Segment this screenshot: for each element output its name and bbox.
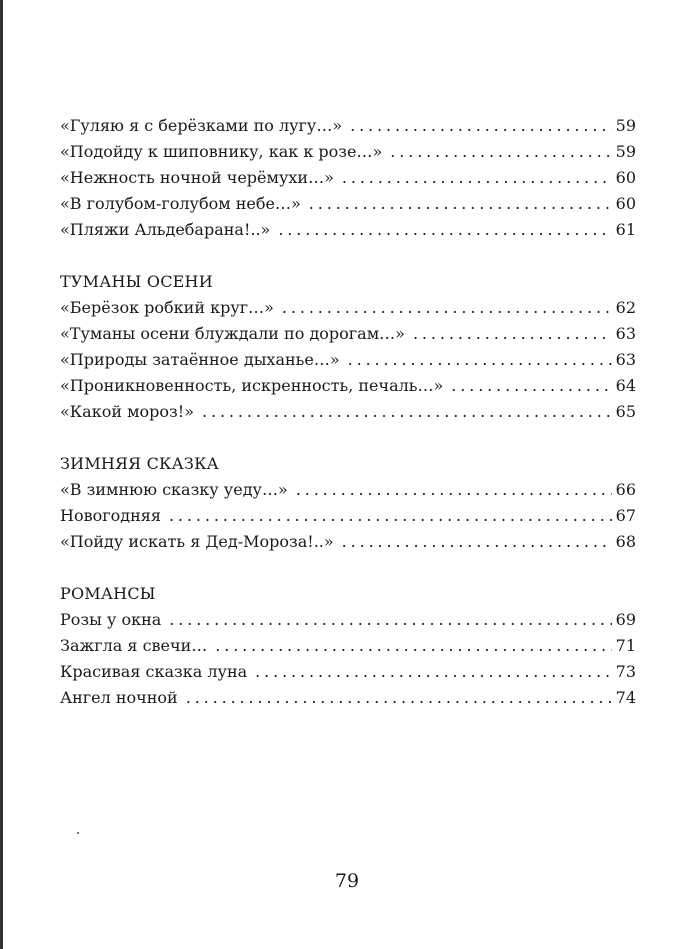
dot-leader [309,191,612,217]
toc-entry-title: Ангел ночной [60,688,178,707]
toc-entry-page: 67 [615,506,636,525]
toc-entry-title: «Пляжи Альдебарана!..» [60,220,271,239]
dot-leader [278,217,611,243]
toc-entry [60,139,636,165]
toc-entry [60,217,636,243]
toc-entry [60,659,636,685]
dot-leader [186,685,612,711]
toc-entry [60,191,636,217]
toc-entry [60,477,636,503]
toc-entry-title: Зажгла я свечи… [60,636,208,655]
dot-leader [255,659,611,685]
dot-leader [342,529,612,555]
toc-entry-title: Красивая сказка луна [60,662,248,681]
toc-entry [60,503,636,529]
toc-entry-page: 61 [615,220,636,239]
toc-entry-title: «Проникновенность, искренность, печаль…» [60,376,444,395]
toc-entry [60,295,636,321]
toc-entry-title: «Природы затаённое дыханье…» [60,350,340,369]
toc-section [60,113,636,243]
toc-entry [60,607,636,633]
dot-leader [451,373,611,399]
dot-leader [348,347,612,373]
toc-entry [60,165,636,191]
toc-entry-title: «В голубом-голубом небе…» [60,194,301,213]
toc-entry-title: «Какой мороз!» [60,402,194,421]
page-edge-border [0,0,3,949]
toc-entry-page: 64 [615,376,636,395]
toc-entry-page: 63 [615,350,636,369]
toc-entry-title: «Нежность ночной черёмухи…» [60,168,334,187]
toc-entry-title: Новогодняя [60,506,161,525]
section-spacer [60,243,636,269]
toc-entry-page: 60 [615,168,636,187]
toc-entry [60,685,636,711]
dot-leader [350,113,612,139]
toc-entry [60,399,636,425]
toc-entry-page: 66 [615,480,636,499]
toc-entry-title: «Берёзок робкий круг…» [60,298,274,317]
dot-leader [282,295,612,321]
toc-entry-title: «Пойду искать я Дед-Мороза!..» [60,532,334,551]
dot-leader [202,399,612,425]
toc-entry-page: 65 [615,402,636,421]
toc-entry [60,529,636,555]
toc-section [60,269,636,425]
page-number: 79 [334,870,360,892]
dot-leader [342,165,612,191]
dot-leader [390,139,611,165]
toc-entry [60,347,636,373]
toc-section [60,451,636,555]
toc-entry-page: 59 [615,142,636,161]
dot-leader [413,321,612,347]
toc-entry-title: «Гуляю я с берёзками по лугу…» [60,116,343,135]
dot-leader [169,607,611,633]
dot-leader [215,633,611,659]
toc-entry [60,373,636,399]
toc-entry-page: 63 [615,324,636,343]
section-spacer [60,555,636,581]
toc-entry [60,113,636,139]
toc-entry-page: 59 [615,116,636,135]
section-heading: ТУМАНЫ ОСЕНИ [60,272,213,291]
toc-entry-page: 73 [615,662,636,681]
toc-entry-page: 60 [615,194,636,213]
toc-entry [60,321,636,347]
dot-leader [296,477,612,503]
toc-entry-page: 69 [615,610,636,629]
table-of-contents [60,113,636,711]
toc-entry-title: «Подойду к шиповнику, как к розе…» [60,142,383,161]
dot-leader [169,503,612,529]
section-heading: РОМАНСЫ [60,584,156,603]
toc-section [60,581,636,711]
toc-entry [60,633,636,659]
toc-entry-page: 71 [615,636,636,655]
section-spacer [60,425,636,451]
toc-entry-title: Розы у окна [60,610,162,629]
toc-entry-page: 68 [615,532,636,551]
toc-entry-page: 74 [615,688,636,707]
print-speck [77,832,79,834]
section-heading: ЗИМНЯЯ СКАЗКА [60,454,219,473]
toc-entry-title: «В зимнюю сказку уеду…» [60,480,288,499]
toc-entry-title: «Туманы осени блуждали по дорогам…» [60,324,405,343]
toc-entry-page: 62 [615,298,636,317]
